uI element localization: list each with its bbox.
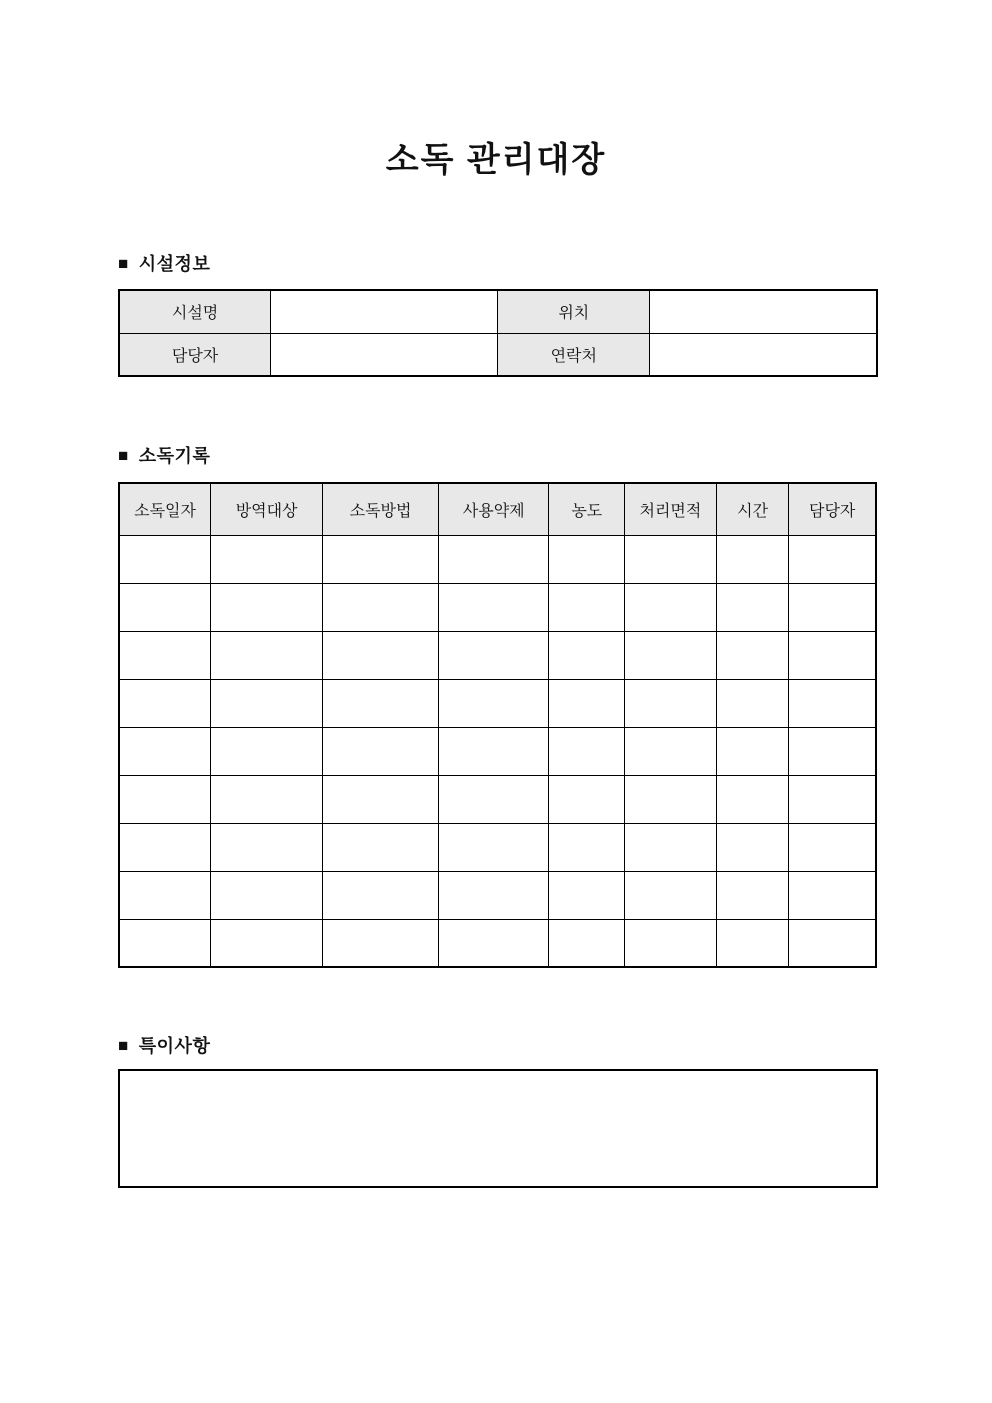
page-title: 소독 관리대장 [385,141,607,179]
records-empty-cell[interactable] [716,631,789,679]
records-empty-cell[interactable] [789,919,876,967]
records-empty-cell[interactable] [549,775,625,823]
records-empty-cell[interactable] [119,727,211,775]
records-empty-cell[interactable] [789,727,876,775]
facility-name-label: 시설명 [119,290,271,333]
manager-field[interactable] [271,333,498,376]
records-empty-cell[interactable] [323,871,439,919]
records-empty-cell[interactable] [625,775,717,823]
records-empty-cell[interactable] [789,775,876,823]
records-empty-cell[interactable] [625,679,717,727]
records-empty-cell[interactable] [211,583,323,631]
records-empty-cell[interactable] [716,535,789,583]
records-empty-cell[interactable] [549,679,625,727]
records-empty-cell[interactable] [549,727,625,775]
records-empty-row [119,919,876,967]
records-empty-cell[interactable] [211,631,323,679]
records-empty-cell[interactable] [789,871,876,919]
records-empty-row [119,727,876,775]
square-bullet-icon: ■ [118,253,129,273]
col-header-method: 소독방법 [323,483,439,535]
section-heading-notes [118,1032,210,1058]
records-empty-cell[interactable] [119,679,211,727]
disinfection-records-table [118,482,877,968]
records-empty-cell[interactable] [119,535,211,583]
records-empty-cell[interactable] [716,727,789,775]
col-header-date: 소독일자 [119,483,211,535]
records-empty-cell[interactable] [119,631,211,679]
records-table-body [119,535,876,967]
records-empty-cell[interactable] [438,535,549,583]
square-bullet-icon: ■ [118,445,129,465]
records-empty-cell[interactable] [789,535,876,583]
records-empty-cell[interactable] [323,727,439,775]
records-empty-row [119,583,876,631]
records-empty-cell[interactable] [323,535,439,583]
records-empty-row [119,535,876,583]
records-empty-cell[interactable] [549,583,625,631]
records-empty-cell[interactable] [789,583,876,631]
col-header-time: 시간 [716,483,789,535]
records-empty-cell[interactable] [119,919,211,967]
records-empty-row [119,631,876,679]
records-empty-cell[interactable] [438,871,549,919]
records-empty-cell[interactable] [119,583,211,631]
facility-row-1 [119,290,877,333]
records-empty-cell[interactable] [549,919,625,967]
records-empty-cell[interactable] [211,679,323,727]
records-empty-row [119,775,876,823]
records-empty-cell[interactable] [438,727,549,775]
records-empty-cell[interactable] [716,871,789,919]
records-empty-cell[interactable] [625,919,717,967]
records-empty-cell[interactable] [438,679,549,727]
section-heading-facility [118,250,210,276]
col-header-concentration: 농도 [549,483,625,535]
records-empty-row [119,871,876,919]
records-empty-cell[interactable] [549,871,625,919]
records-empty-cell[interactable] [716,775,789,823]
records-empty-cell[interactable] [716,679,789,727]
col-header-area: 처리면적 [625,483,717,535]
records-empty-cell[interactable] [625,631,717,679]
records-empty-row [119,679,876,727]
records-empty-cell[interactable] [211,727,323,775]
special-notes-field[interactable] [118,1069,878,1188]
records-empty-cell[interactable] [211,535,323,583]
section-heading-notes-label: 특이사항 [138,1036,211,1056]
records-empty-cell[interactable] [119,823,211,871]
records-header-row [119,483,876,535]
records-empty-cell[interactable] [549,823,625,871]
records-empty-cell[interactable] [625,727,717,775]
records-empty-cell[interactable] [625,823,717,871]
records-empty-cell[interactable] [438,775,549,823]
facility-row-2 [119,333,877,376]
records-empty-cell[interactable] [323,679,439,727]
facility-info-table [118,289,878,377]
records-empty-cell[interactable] [716,823,789,871]
records-empty-cell[interactable] [716,583,789,631]
square-bullet-icon: ■ [118,1035,129,1055]
facility-name-field[interactable] [271,290,498,333]
records-empty-cell[interactable] [625,871,717,919]
records-empty-cell[interactable] [211,871,323,919]
records-empty-cell[interactable] [119,871,211,919]
records-empty-cell[interactable] [119,775,211,823]
contact-label: 연락처 [498,333,650,376]
records-empty-cell[interactable] [323,631,439,679]
records-empty-cell[interactable] [789,679,876,727]
records-empty-cell[interactable] [211,775,323,823]
records-empty-cell[interactable] [323,823,439,871]
records-empty-cell[interactable] [323,919,439,967]
col-header-target: 방역대상 [211,483,323,535]
records-empty-cell[interactable] [438,823,549,871]
records-empty-cell[interactable] [549,535,625,583]
col-header-manager: 담당자 [789,483,876,535]
records-empty-cell[interactable] [438,631,549,679]
records-empty-cell[interactable] [438,583,549,631]
records-empty-cell[interactable] [211,823,323,871]
records-empty-cell[interactable] [625,583,717,631]
contact-field[interactable] [650,333,877,376]
records-empty-cell[interactable] [789,823,876,871]
records-empty-cell[interactable] [716,919,789,967]
records-empty-cell[interactable] [789,631,876,679]
col-header-chemical: 사용약제 [438,483,549,535]
manager-label: 담당자 [119,333,271,376]
records-empty-cell[interactable] [549,631,625,679]
records-empty-row [119,823,876,871]
records-empty-cell[interactable] [323,775,439,823]
records-empty-cell[interactable] [211,919,323,967]
records-empty-cell[interactable] [323,583,439,631]
records-empty-cell[interactable] [438,919,549,967]
section-heading-facility-label: 시설정보 [138,254,211,274]
location-field[interactable] [650,290,877,333]
section-heading-records-label: 소독기록 [138,446,211,466]
location-label: 위치 [498,290,650,333]
section-heading-records [118,442,210,468]
records-empty-cell[interactable] [625,535,717,583]
